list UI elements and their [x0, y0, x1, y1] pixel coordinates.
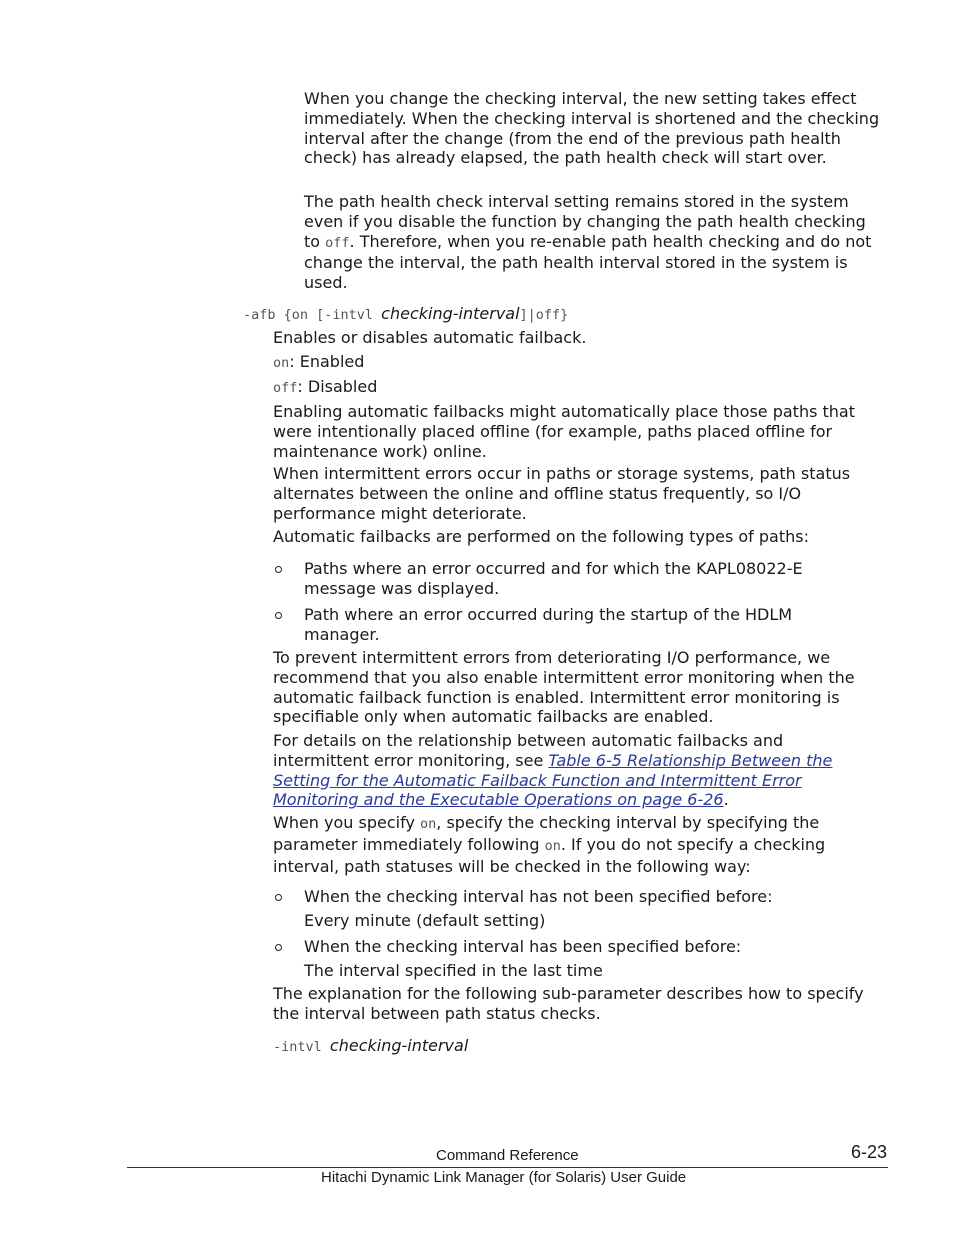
footer-section: Command Reference	[436, 1147, 579, 1164]
list-item: When the checking interval has not been specified before:	[304, 887, 773, 906]
bullet-icon	[275, 566, 282, 573]
intvl-arg: checking-interval	[329, 1036, 469, 1055]
afb-subparam-paragraph: The explanation for the following sub-parameter describes how to specify the interval between path status checks.	[273, 984, 864, 1023]
code-on: on	[544, 837, 561, 854]
details-text-b: .	[723, 790, 729, 810]
specify-text-a: When you specify	[273, 813, 420, 832]
bullet-icon	[275, 944, 282, 951]
list-item-detail: Every minute (default setting)	[304, 911, 546, 930]
table-6-5-link[interactable]: Table 6-5 Relationship Between the Setting for the Automatic Failback Function and Intermittent Error Monitoring and the Executable Operations on page 6-26	[273, 750, 833, 810]
bullet-icon	[275, 894, 282, 901]
afb-prevent-paragraph: To prevent intermittent errors from deteriorating I/O performance, we recommend that you also enable intermittent error monitoring when the automatic failback function is enabled. Intermittent error monitoring is specifiable only when automatic failbacks are enabled.	[273, 648, 855, 727]
afb-types-paragraph: Automatic failbacks are performed on the following types of paths:	[273, 527, 809, 546]
afb-syntax-arg: checking-interval	[381, 304, 520, 323]
afb-intermittent-paragraph: When intermittent errors occur in paths or storage systems, path status alternates between the online and offline status frequently, so I/O performance might deteriorate.	[273, 464, 851, 523]
intro-paragraph-2-text-b: . Therefore, when you re-enable path health checking and do not change the interval, the path health interval stored in the system is used.	[304, 231, 872, 293]
off-disabled-text: : Disabled	[297, 377, 378, 396]
code-on: on	[420, 816, 437, 832]
afb-syntax-code-a: -afb {on [-intvl	[243, 307, 382, 323]
code-off: off	[273, 380, 298, 396]
afb-intentional-paragraph: Enabling automatic failbacks might automatically place those paths that were intentionally placed offline (for example, paths placed offline for maintenance work) online.	[273, 402, 855, 461]
list-item: When the checking interval has been specified before:	[304, 937, 742, 956]
page-number: 6-23	[851, 1142, 888, 1162]
code-off: off	[325, 234, 350, 251]
afb-syntax	[243, 304, 883, 326]
on-enabled-text: : Enabled	[289, 352, 365, 371]
intvl-code: -intvl	[273, 1039, 330, 1055]
specify-text-c: . If you do not specify a checking interval, path statuses will be checked in the following way:	[273, 834, 826, 876]
afb-specify-paragraph	[273, 813, 883, 876]
footer-divider	[127, 1167, 888, 1168]
specify-text-b: , specify the checking interval by specifying the parameter immediately following	[273, 813, 820, 854]
code-on: on	[273, 355, 290, 371]
afb-off-line	[273, 377, 883, 399]
list-item: Path where an error occurred during the startup of the HDLM manager.	[304, 605, 793, 644]
footer-guide-title: Hitachi Dynamic Link Manager (for Solaris) User Guide	[321, 1169, 687, 1186]
afb-on-line	[273, 352, 883, 374]
intro-paragraph-1: When you change the checking interval, the new setting takes effect immediately. When the checking interval is shortened and the checking interval after the change (from the end of the previous path health check) has already elapsed, the path health check will start over.	[304, 89, 880, 168]
afb-details-paragraph	[273, 731, 883, 810]
intvl-syntax	[273, 1036, 883, 1058]
list-item-detail: The interval specified in the last time	[304, 961, 603, 980]
intro-paragraph-2	[304, 192, 884, 293]
list-item: Paths where an error occurred and for which the KAPL08022-E message was displayed.	[304, 559, 803, 598]
afb-description: Enables or disables automatic failback.	[273, 328, 587, 347]
bullet-icon	[275, 612, 282, 619]
intro-paragraph-2-text-a: The path health check interval setting remains stored in the system even if you disable the function by changing the path health checking to	[304, 192, 866, 251]
details-text-a: For details on the relationship between automatic failbacks and intermittent error monitoring, see	[273, 731, 784, 770]
afb-syntax-code-b: ]|off}	[519, 307, 569, 323]
